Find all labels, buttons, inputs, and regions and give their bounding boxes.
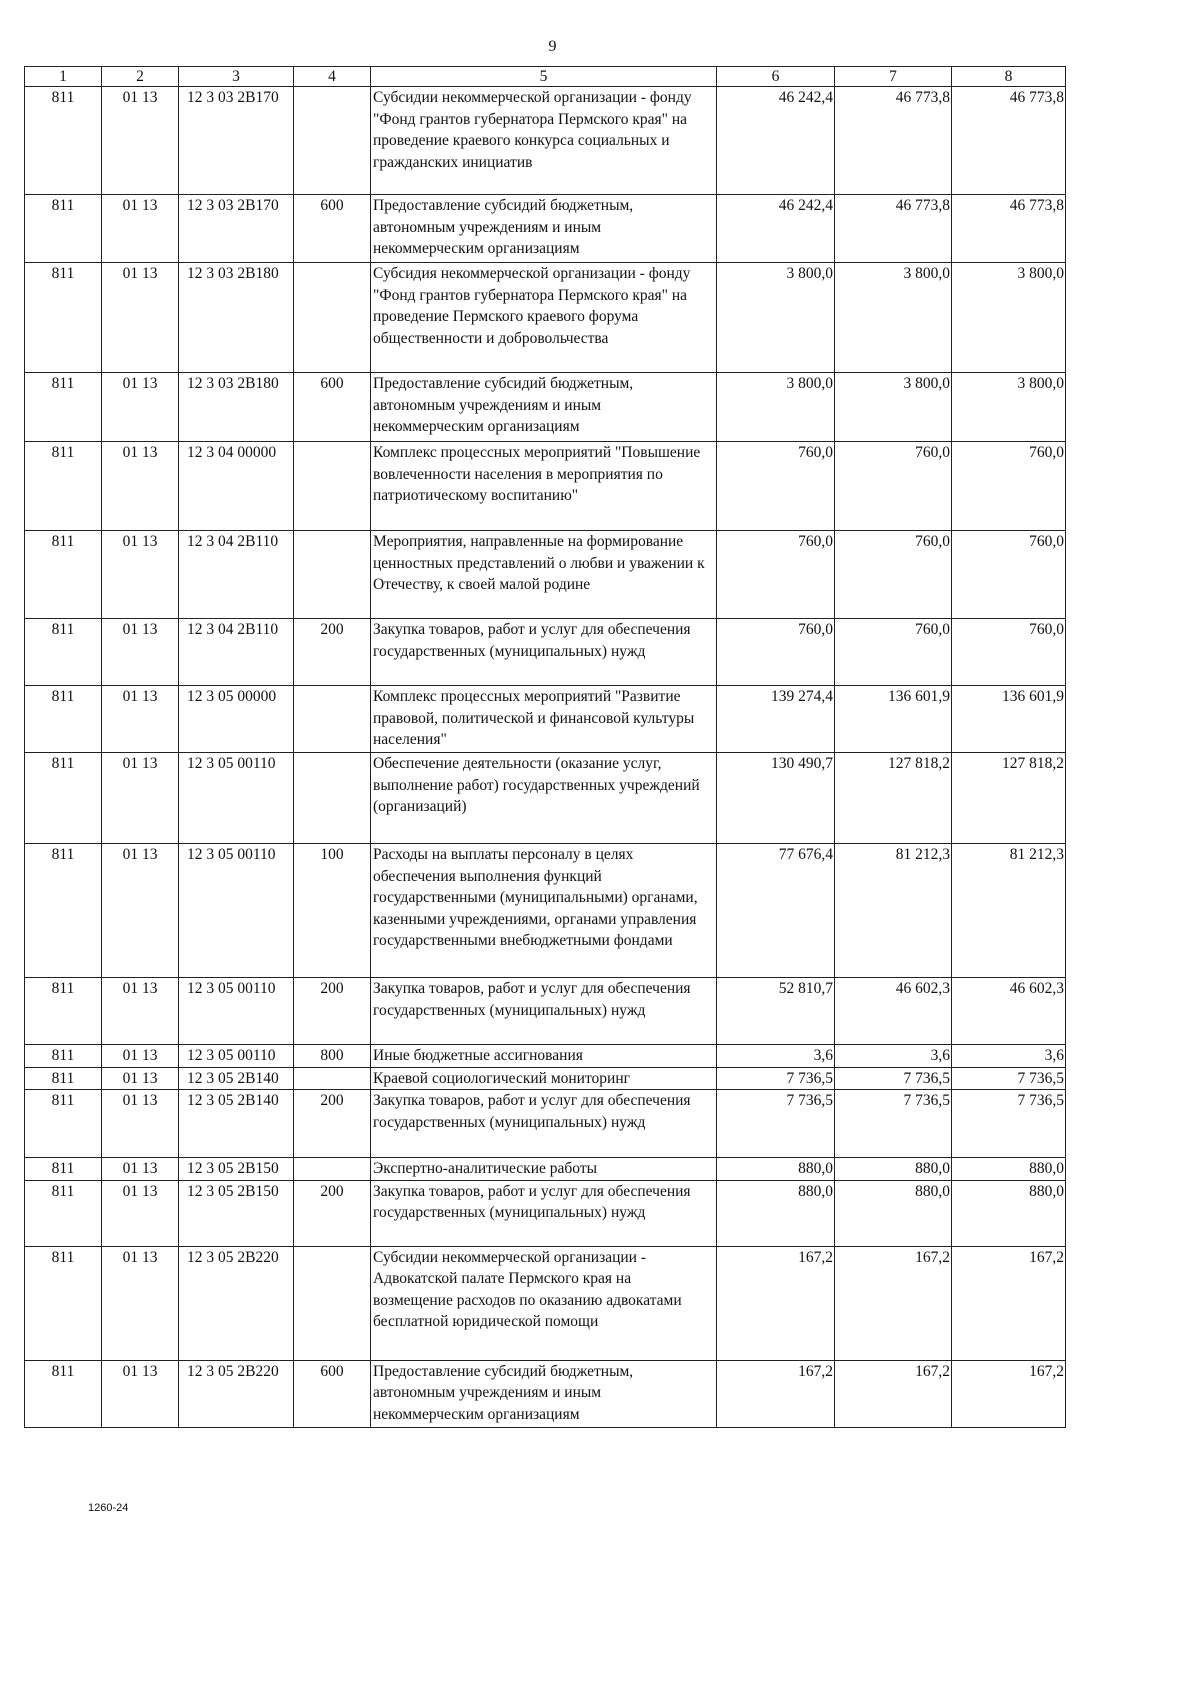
section-code-cell: 01 13	[102, 686, 179, 753]
amount-cell-col6: 167,2	[717, 1246, 835, 1360]
amount-cell-col7: 167,2	[835, 1360, 952, 1427]
description-cell: Закупка товаров, работ и услуг для обеспечения государственных (муниципальных) нужд	[371, 1090, 717, 1158]
column-header: 8	[952, 67, 1066, 87]
ministry-code-cell: 811	[25, 1090, 102, 1158]
section-code-cell: 01 13	[102, 844, 179, 978]
amount-cell-col7: 760,0	[835, 531, 952, 619]
amount-cell-col7: 3 800,0	[835, 263, 952, 373]
section-code-cell: 01 13	[102, 978, 179, 1045]
amount-cell-col6: 139 274,4	[717, 686, 835, 753]
amount-cell-col8: 46 773,8	[952, 87, 1066, 195]
expense-type-cell	[294, 87, 371, 195]
target-article-cell: 12 3 04 00000	[179, 442, 294, 531]
description-cell: Субсидии некоммерческой организации - Адвокатской палате Пермского края на возмещение расходов по оказанию адвокатами бесплатной юридической помощи	[371, 1246, 717, 1360]
table-row	[25, 1180, 1066, 1246]
amount-cell-col6: 3 800,0	[717, 263, 835, 373]
column-header: 5	[371, 67, 717, 87]
table-row	[25, 263, 1066, 373]
amount-cell-col7: 46 773,8	[835, 195, 952, 263]
amount-cell-col7: 46 602,3	[835, 978, 952, 1045]
column-header: 7	[835, 67, 952, 87]
document-code: 1260-24	[88, 1502, 129, 1514]
page-number: 9	[548, 38, 557, 55]
section-code-cell: 01 13	[102, 442, 179, 531]
section-code-cell: 01 13	[102, 263, 179, 373]
ministry-code-cell: 811	[25, 978, 102, 1045]
target-article-cell: 12 3 03 2В170	[179, 195, 294, 263]
amount-cell-col8: 136 601,9	[952, 686, 1066, 753]
expense-type-cell: 600	[294, 1360, 371, 1427]
amount-cell-col6: 46 242,4	[717, 87, 835, 195]
target-article-cell: 12 3 03 2В180	[179, 373, 294, 442]
expense-type-cell: 200	[294, 619, 371, 686]
target-article-cell: 12 3 05 00110	[179, 1045, 294, 1068]
target-article-cell: 12 3 05 00110	[179, 753, 294, 844]
amount-cell-col7: 3 800,0	[835, 373, 952, 442]
target-article-cell: 12 3 05 2В220	[179, 1360, 294, 1427]
table-row	[25, 619, 1066, 686]
table-row	[25, 1045, 1066, 1068]
expense-type-cell	[294, 263, 371, 373]
target-article-cell: 12 3 04 2В110	[179, 531, 294, 619]
amount-cell-col6: 52 810,7	[717, 978, 835, 1045]
table-row	[25, 531, 1066, 619]
section-code-cell: 01 13	[102, 531, 179, 619]
target-article-cell: 12 3 05 2В150	[179, 1158, 294, 1181]
description-cell: Иные бюджетные ассигнования	[371, 1045, 717, 1068]
amount-cell-col6: 760,0	[717, 619, 835, 686]
column-number-row	[25, 67, 1066, 87]
amount-cell-col6: 760,0	[717, 442, 835, 531]
target-article-cell: 12 3 05 00110	[179, 978, 294, 1045]
amount-cell-col6: 7 736,5	[717, 1090, 835, 1158]
section-code-cell: 01 13	[102, 1158, 179, 1181]
amount-cell-col7: 760,0	[835, 619, 952, 686]
expense-type-cell	[294, 1246, 371, 1360]
section-code-cell: 01 13	[102, 1246, 179, 1360]
section-code-cell: 01 13	[102, 1090, 179, 1158]
target-article-cell: 12 3 05 2В140	[179, 1067, 294, 1090]
amount-cell-col8: 167,2	[952, 1246, 1066, 1360]
description-cell: Предоставление субсидий бюджетным, автономным учреждениям и иным некоммерческим организациям	[371, 195, 717, 263]
column-header: 2	[102, 67, 179, 87]
description-cell: Предоставление субсидий бюджетным, автономным учреждениям и иным некоммерческим организациям	[371, 373, 717, 442]
expense-type-cell	[294, 1067, 371, 1090]
description-cell: Мероприятия, направленные на формирование ценностных представлений о любви и уважении к Отечеству, к своей малой родине	[371, 531, 717, 619]
ministry-code-cell: 811	[25, 1180, 102, 1246]
amount-cell-col7: 3,6	[835, 1045, 952, 1068]
amount-cell-col8: 3 800,0	[952, 263, 1066, 373]
amount-cell-col8: 46 602,3	[952, 978, 1066, 1045]
amount-cell-col8: 81 212,3	[952, 844, 1066, 978]
expense-type-cell	[294, 686, 371, 753]
description-cell: Комплекс процессных мероприятий "Повышение вовлеченности населения в мероприятия по патриотическому воспитанию"	[371, 442, 717, 531]
amount-cell-col6: 3 800,0	[717, 373, 835, 442]
description-cell: Расходы на выплаты персоналу в целях обеспечения выполнения функций государственными (муниципальными) органами, казенными учреждениями, органами управления государственными внебюджетными фондами	[371, 844, 717, 978]
section-code-cell: 01 13	[102, 195, 179, 263]
ministry-code-cell: 811	[25, 373, 102, 442]
amount-cell-col8: 167,2	[952, 1360, 1066, 1427]
amount-cell-col8: 880,0	[952, 1180, 1066, 1246]
section-code-cell: 01 13	[102, 1180, 179, 1246]
amount-cell-col7: 7 736,5	[835, 1067, 952, 1090]
ministry-code-cell: 811	[25, 686, 102, 753]
table-row	[25, 753, 1066, 844]
description-cell: Закупка товаров, работ и услуг для обеспечения государственных (муниципальных) нужд	[371, 619, 717, 686]
description-cell: Закупка товаров, работ и услуг для обеспечения государственных (муниципальных) нужд	[371, 1180, 717, 1246]
section-code-cell: 01 13	[102, 619, 179, 686]
table-row	[25, 195, 1066, 263]
expense-type-cell: 200	[294, 1090, 371, 1158]
column-header: 4	[294, 67, 371, 87]
expense-type-cell: 100	[294, 844, 371, 978]
amount-cell-col8: 760,0	[952, 619, 1066, 686]
ministry-code-cell: 811	[25, 619, 102, 686]
amount-cell-col8: 7 736,5	[952, 1067, 1066, 1090]
table-row	[25, 373, 1066, 442]
section-code-cell: 01 13	[102, 87, 179, 195]
table-row	[25, 844, 1066, 978]
ministry-code-cell: 811	[25, 1067, 102, 1090]
table-row	[25, 87, 1066, 195]
table-row	[25, 686, 1066, 753]
amount-cell-col7: 880,0	[835, 1180, 952, 1246]
column-header: 3	[179, 67, 294, 87]
description-cell: Субсидии некоммерческой организации - фонду "Фонд грантов губернатора Пермского края" на проведение краевого конкурса социальных и гражданских инициатив	[371, 87, 717, 195]
amount-cell-col6: 760,0	[717, 531, 835, 619]
target-article-cell: 12 3 05 00110	[179, 844, 294, 978]
target-article-cell: 12 3 04 2В110	[179, 619, 294, 686]
ministry-code-cell: 811	[25, 1158, 102, 1181]
description-cell: Обеспечение деятельности (оказание услуг, выполнение работ) государственных учреждений (организаций)	[371, 753, 717, 844]
section-code-cell: 01 13	[102, 1360, 179, 1427]
amount-cell-col8: 760,0	[952, 442, 1066, 531]
column-header: 1	[25, 67, 102, 87]
ministry-code-cell: 811	[25, 195, 102, 263]
target-article-cell: 12 3 05 2В220	[179, 1246, 294, 1360]
amount-cell-col8: 127 818,2	[952, 753, 1066, 844]
target-article-cell: 12 3 03 2В170	[179, 87, 294, 195]
amount-cell-col8: 7 736,5	[952, 1090, 1066, 1158]
expense-type-cell: 200	[294, 978, 371, 1045]
expense-type-cell	[294, 753, 371, 844]
ministry-code-cell: 811	[25, 844, 102, 978]
description-cell: Комплекс процессных мероприятий "Развитие правовой, политической и финансовой культуры населения"	[371, 686, 717, 753]
table-row	[25, 1158, 1066, 1181]
ministry-code-cell: 811	[25, 753, 102, 844]
amount-cell-col6: 167,2	[717, 1360, 835, 1427]
description-cell: Экспертно-аналитические работы	[371, 1158, 717, 1181]
ministry-code-cell: 811	[25, 531, 102, 619]
amount-cell-col6: 77 676,4	[717, 844, 835, 978]
amount-cell-col7: 136 601,9	[835, 686, 952, 753]
amount-cell-col7: 46 773,8	[835, 87, 952, 195]
amount-cell-col6: 3,6	[717, 1045, 835, 1068]
amount-cell-col7: 127 818,2	[835, 753, 952, 844]
expense-type-cell	[294, 1158, 371, 1181]
table-row	[25, 978, 1066, 1045]
expense-type-cell	[294, 442, 371, 531]
amount-cell-col6: 880,0	[717, 1180, 835, 1246]
expense-type-cell: 600	[294, 195, 371, 263]
amount-cell-col7: 880,0	[835, 1158, 952, 1181]
amount-cell-col6: 130 490,7	[717, 753, 835, 844]
target-article-cell: 12 3 05 2В140	[179, 1090, 294, 1158]
section-code-cell: 01 13	[102, 1045, 179, 1068]
expense-type-cell	[294, 531, 371, 619]
ministry-code-cell: 811	[25, 1360, 102, 1427]
amount-cell-col7: 167,2	[835, 1246, 952, 1360]
section-code-cell: 01 13	[102, 373, 179, 442]
description-cell: Предоставление субсидий бюджетным, автономным учреждениям и иным некоммерческим организациям	[371, 1360, 717, 1427]
ministry-code-cell: 811	[25, 263, 102, 373]
table-row	[25, 1360, 1066, 1427]
budget-table	[24, 66, 1066, 1428]
amount-cell-col8: 46 773,8	[952, 195, 1066, 263]
table-row	[25, 442, 1066, 531]
ministry-code-cell: 811	[25, 442, 102, 531]
amount-cell-col6: 46 242,4	[717, 195, 835, 263]
description-cell: Краевой социологический мониторинг	[371, 1067, 717, 1090]
expense-type-cell: 600	[294, 373, 371, 442]
amount-cell-col8: 3 800,0	[952, 373, 1066, 442]
description-cell: Закупка товаров, работ и услуг для обеспечения государственных (муниципальных) нужд	[371, 978, 717, 1045]
table-row	[25, 1067, 1066, 1090]
section-code-cell: 01 13	[102, 753, 179, 844]
amount-cell-col7: 7 736,5	[835, 1090, 952, 1158]
ministry-code-cell: 811	[25, 87, 102, 195]
target-article-cell: 12 3 03 2В180	[179, 263, 294, 373]
expense-type-cell: 200	[294, 1180, 371, 1246]
expense-type-cell: 800	[294, 1045, 371, 1068]
section-code-cell: 01 13	[102, 1067, 179, 1090]
column-header: 6	[717, 67, 835, 87]
description-cell: Субсидия некоммерческой организации - фонду "Фонд грантов губернатора Пермского края" на проведение Пермского краевого форума общественности и добровольчества	[371, 263, 717, 373]
amount-cell-col7: 760,0	[835, 442, 952, 531]
amount-cell-col8: 3,6	[952, 1045, 1066, 1068]
amount-cell-col8: 880,0	[952, 1158, 1066, 1181]
amount-cell-col8: 760,0	[952, 531, 1066, 619]
target-article-cell: 12 3 05 2В150	[179, 1180, 294, 1246]
amount-cell-col6: 7 736,5	[717, 1067, 835, 1090]
ministry-code-cell: 811	[25, 1045, 102, 1068]
amount-cell-col7: 81 212,3	[835, 844, 952, 978]
target-article-cell: 12 3 05 00000	[179, 686, 294, 753]
table-row	[25, 1246, 1066, 1360]
table-row	[25, 1090, 1066, 1158]
amount-cell-col6: 880,0	[717, 1158, 835, 1181]
ministry-code-cell: 811	[25, 1246, 102, 1360]
